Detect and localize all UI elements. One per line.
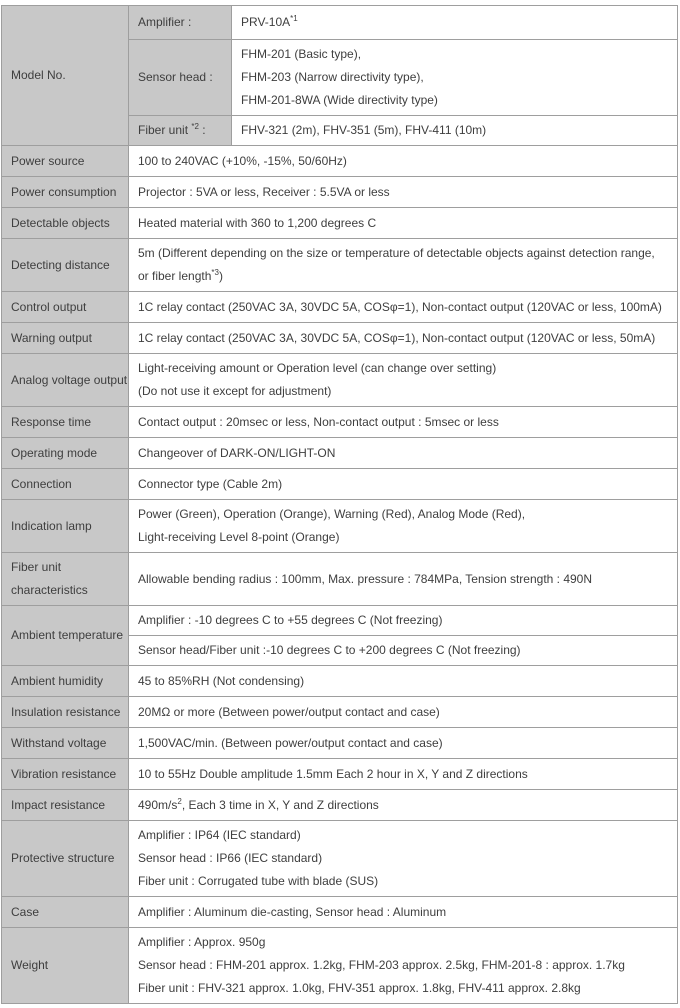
fiber-unit-label-colon: : [198, 123, 206, 137]
row-ambient-temperature-amplifier [2, 606, 678, 636]
sub-label-sensor-head: Sensor head : [129, 40, 232, 116]
analog-voltage-line: Light-receiving amount or Operation level (can change over setting) [138, 361, 497, 375]
row-label-detectable-objects: Detectable objects [2, 208, 129, 239]
sensor-head-model-line: FHM-203 (Narrow directivity type), [241, 70, 424, 84]
row-value-power-consumption: Projector : 5VA or less, Receiver : 5.5VA or less [129, 177, 678, 208]
value-sensor-head-models [232, 40, 678, 116]
spec-table [1, 5, 678, 1004]
row-label-fiber-unit-characteristics: Fiber unit characteristics [2, 553, 129, 606]
row-value-protective-structure [129, 821, 678, 897]
footnote-marker-3: *3 [211, 268, 219, 277]
weight-line: Amplifier : Approx. 950g [138, 935, 266, 949]
row-value-control-output: 1C relay contact (250VAC 3A, 30VDC 5A, COSφ=1), Non-contact output (120VAC or less, 100mA) [129, 292, 678, 323]
protective-structure-line: Fiber unit : Corrugated tube with blade (SUS) [138, 874, 379, 888]
row-value-withstand-voltage: 1,500VAC/min. (Between power/output contact and case) [129, 728, 678, 759]
row-indication-lamp [2, 500, 678, 553]
row-model-no-amplifier [2, 6, 678, 40]
row-label-protective-structure: Protective structure [2, 821, 129, 897]
impact-resistance-text: 490m/s [138, 797, 178, 812]
row-label-impact-resistance: Impact resistance [2, 790, 129, 821]
value-fiber-unit-models: FHV-321 (2m), FHV-351 (5m), FHV-411 (10m) [232, 116, 678, 146]
row-control-output [2, 292, 678, 323]
row-value-warning-output: 1C relay contact (250VAC 3A, 30VDC 5A, COSφ=1), Non-contact output (120VAC or less, 50mA) [129, 323, 678, 354]
row-value-ambient-humidity: 45 to 85%RH (Not condensing) [129, 666, 678, 697]
row-value-power-source: 100 to 240VAC (+10%, -15%, 50/60Hz) [129, 146, 678, 177]
detecting-distance-text: 5m (Different depending on the size or temperature of detectable objects against detection range, or fiber length [138, 246, 655, 283]
row-value-operating-mode: Changeover of DARK-ON/LIGHT-ON [129, 438, 678, 469]
row-value-insulation-resistance: 20MΩ or more (Between power/output contact and case) [129, 697, 678, 728]
row-value-case: Amplifier : Aluminum die-casting, Sensor head : Aluminum [129, 897, 678, 928]
footnote-marker-1: *1 [290, 14, 298, 23]
row-ambient-humidity [2, 666, 678, 697]
row-insulation-resistance [2, 697, 678, 728]
fiber-unit-label-text: Fiber unit [138, 123, 192, 137]
protective-structure-line: Amplifier : IP64 (IEC standard) [138, 828, 301, 842]
squared-superscript: 2 [177, 796, 182, 806]
row-label-power-consumption: Power consumption [2, 177, 129, 208]
amplifier-model-text: PRV-10A [241, 15, 291, 29]
protective-structure-line: Sensor head : IP66 (IEC standard) [138, 851, 323, 865]
row-value-ambient-temperature-amplifier: Amplifier : -10 degrees C to +55 degrees C (Not freezing) [129, 606, 678, 636]
detecting-distance-close-paren: ) [218, 269, 223, 283]
row-value-fiber-unit-characteristics: Allowable bending radius : 100mm, Max. pressure : 784MPa, Tension strength : 490N [129, 553, 678, 606]
row-value-detectable-objects: Heated material with 360 to 1,200 degrees C [129, 208, 678, 239]
row-vibration-resistance [2, 759, 678, 790]
row-label-insulation-resistance: Insulation resistance [2, 697, 129, 728]
row-label-control-output: Control output [2, 292, 129, 323]
sensor-head-model-line: FHM-201 (Basic type), [241, 47, 362, 61]
row-weight [2, 928, 678, 1004]
row-label-indication-lamp: Indication lamp [2, 500, 129, 553]
row-label-power-source: Power source [2, 146, 129, 177]
row-protective-structure [2, 821, 678, 897]
row-label-model-no: Model No. [2, 6, 129, 146]
footnote-marker-2: *2 [191, 122, 199, 131]
row-value-analog-voltage-output [129, 354, 678, 407]
row-value-weight [129, 928, 678, 1004]
row-value-connection: Connector type (Cable 2m) [129, 469, 678, 500]
row-value-impact-resistance [129, 790, 678, 821]
row-label-vibration-resistance: Vibration resistance [2, 759, 129, 790]
row-label-operating-mode: Operating mode [2, 438, 129, 469]
row-detectable-objects [2, 208, 678, 239]
row-impact-resistance [2, 790, 678, 821]
row-label-ambient-temperature: Ambient temperature [2, 606, 129, 666]
weight-line: Sensor head : FHM-201 approx. 1.2kg, FHM-203 approx. 2.5kg, FHM-201-8 : approx. 1.7kg [138, 958, 625, 972]
row-connection [2, 469, 678, 500]
row-label-weight: Weight [2, 928, 129, 1004]
row-label-case: Case [2, 897, 129, 928]
row-detecting-distance [2, 239, 678, 292]
row-fiber-unit-characteristics [2, 553, 678, 606]
indication-lamp-line: Power (Green), Operation (Orange), Warning (Red), Analog Mode (Red), [138, 507, 526, 521]
row-value-indication-lamp [129, 500, 678, 553]
row-warning-output [2, 323, 678, 354]
row-label-analog-voltage-output: Analog voltage output [2, 354, 129, 407]
row-value-detecting-distance [129, 239, 678, 292]
sensor-head-model-line: FHM-201-8WA (Wide directivity type) [241, 93, 438, 107]
row-power-source [2, 146, 678, 177]
weight-line: Fiber unit : FHV-321 approx. 1.0kg, FHV-351 approx. 1.8kg, FHV-411 approx. 2.8kg [138, 981, 581, 995]
row-value-vibration-resistance: 10 to 55Hz Double amplitude 1.5mm Each 2 hour in X, Y and Z directions [129, 759, 678, 790]
value-amplifier-model [232, 6, 678, 40]
row-value-response-time: Contact output : 20msec or less, Non-contact output : 5msec or less [129, 407, 678, 438]
sub-label-fiber-unit [129, 116, 232, 146]
row-operating-mode [2, 438, 678, 469]
row-value-ambient-temperature-sensor-head: Sensor head/Fiber unit :-10 degrees C to +200 degrees C (Not freezing) [129, 636, 678, 666]
sub-label-amplifier: Amplifier : [129, 6, 232, 40]
row-response-time [2, 407, 678, 438]
row-label-detecting-distance: Detecting distance [2, 239, 129, 292]
row-label-withstand-voltage: Withstand voltage [2, 728, 129, 759]
indication-lamp-line: Light-receiving Level 8-point (Orange) [138, 530, 340, 544]
analog-voltage-line: (Do not use it except for adjustment) [138, 384, 332, 398]
row-case [2, 897, 678, 928]
row-label-warning-output: Warning output [2, 323, 129, 354]
row-analog-voltage-output [2, 354, 678, 407]
row-label-response-time: Response time [2, 407, 129, 438]
row-label-ambient-humidity: Ambient humidity [2, 666, 129, 697]
row-withstand-voltage [2, 728, 678, 759]
row-power-consumption [2, 177, 678, 208]
row-label-connection: Connection [2, 469, 129, 500]
impact-resistance-text-rest: , Each 3 time in X, Y and Z directions [181, 797, 379, 812]
